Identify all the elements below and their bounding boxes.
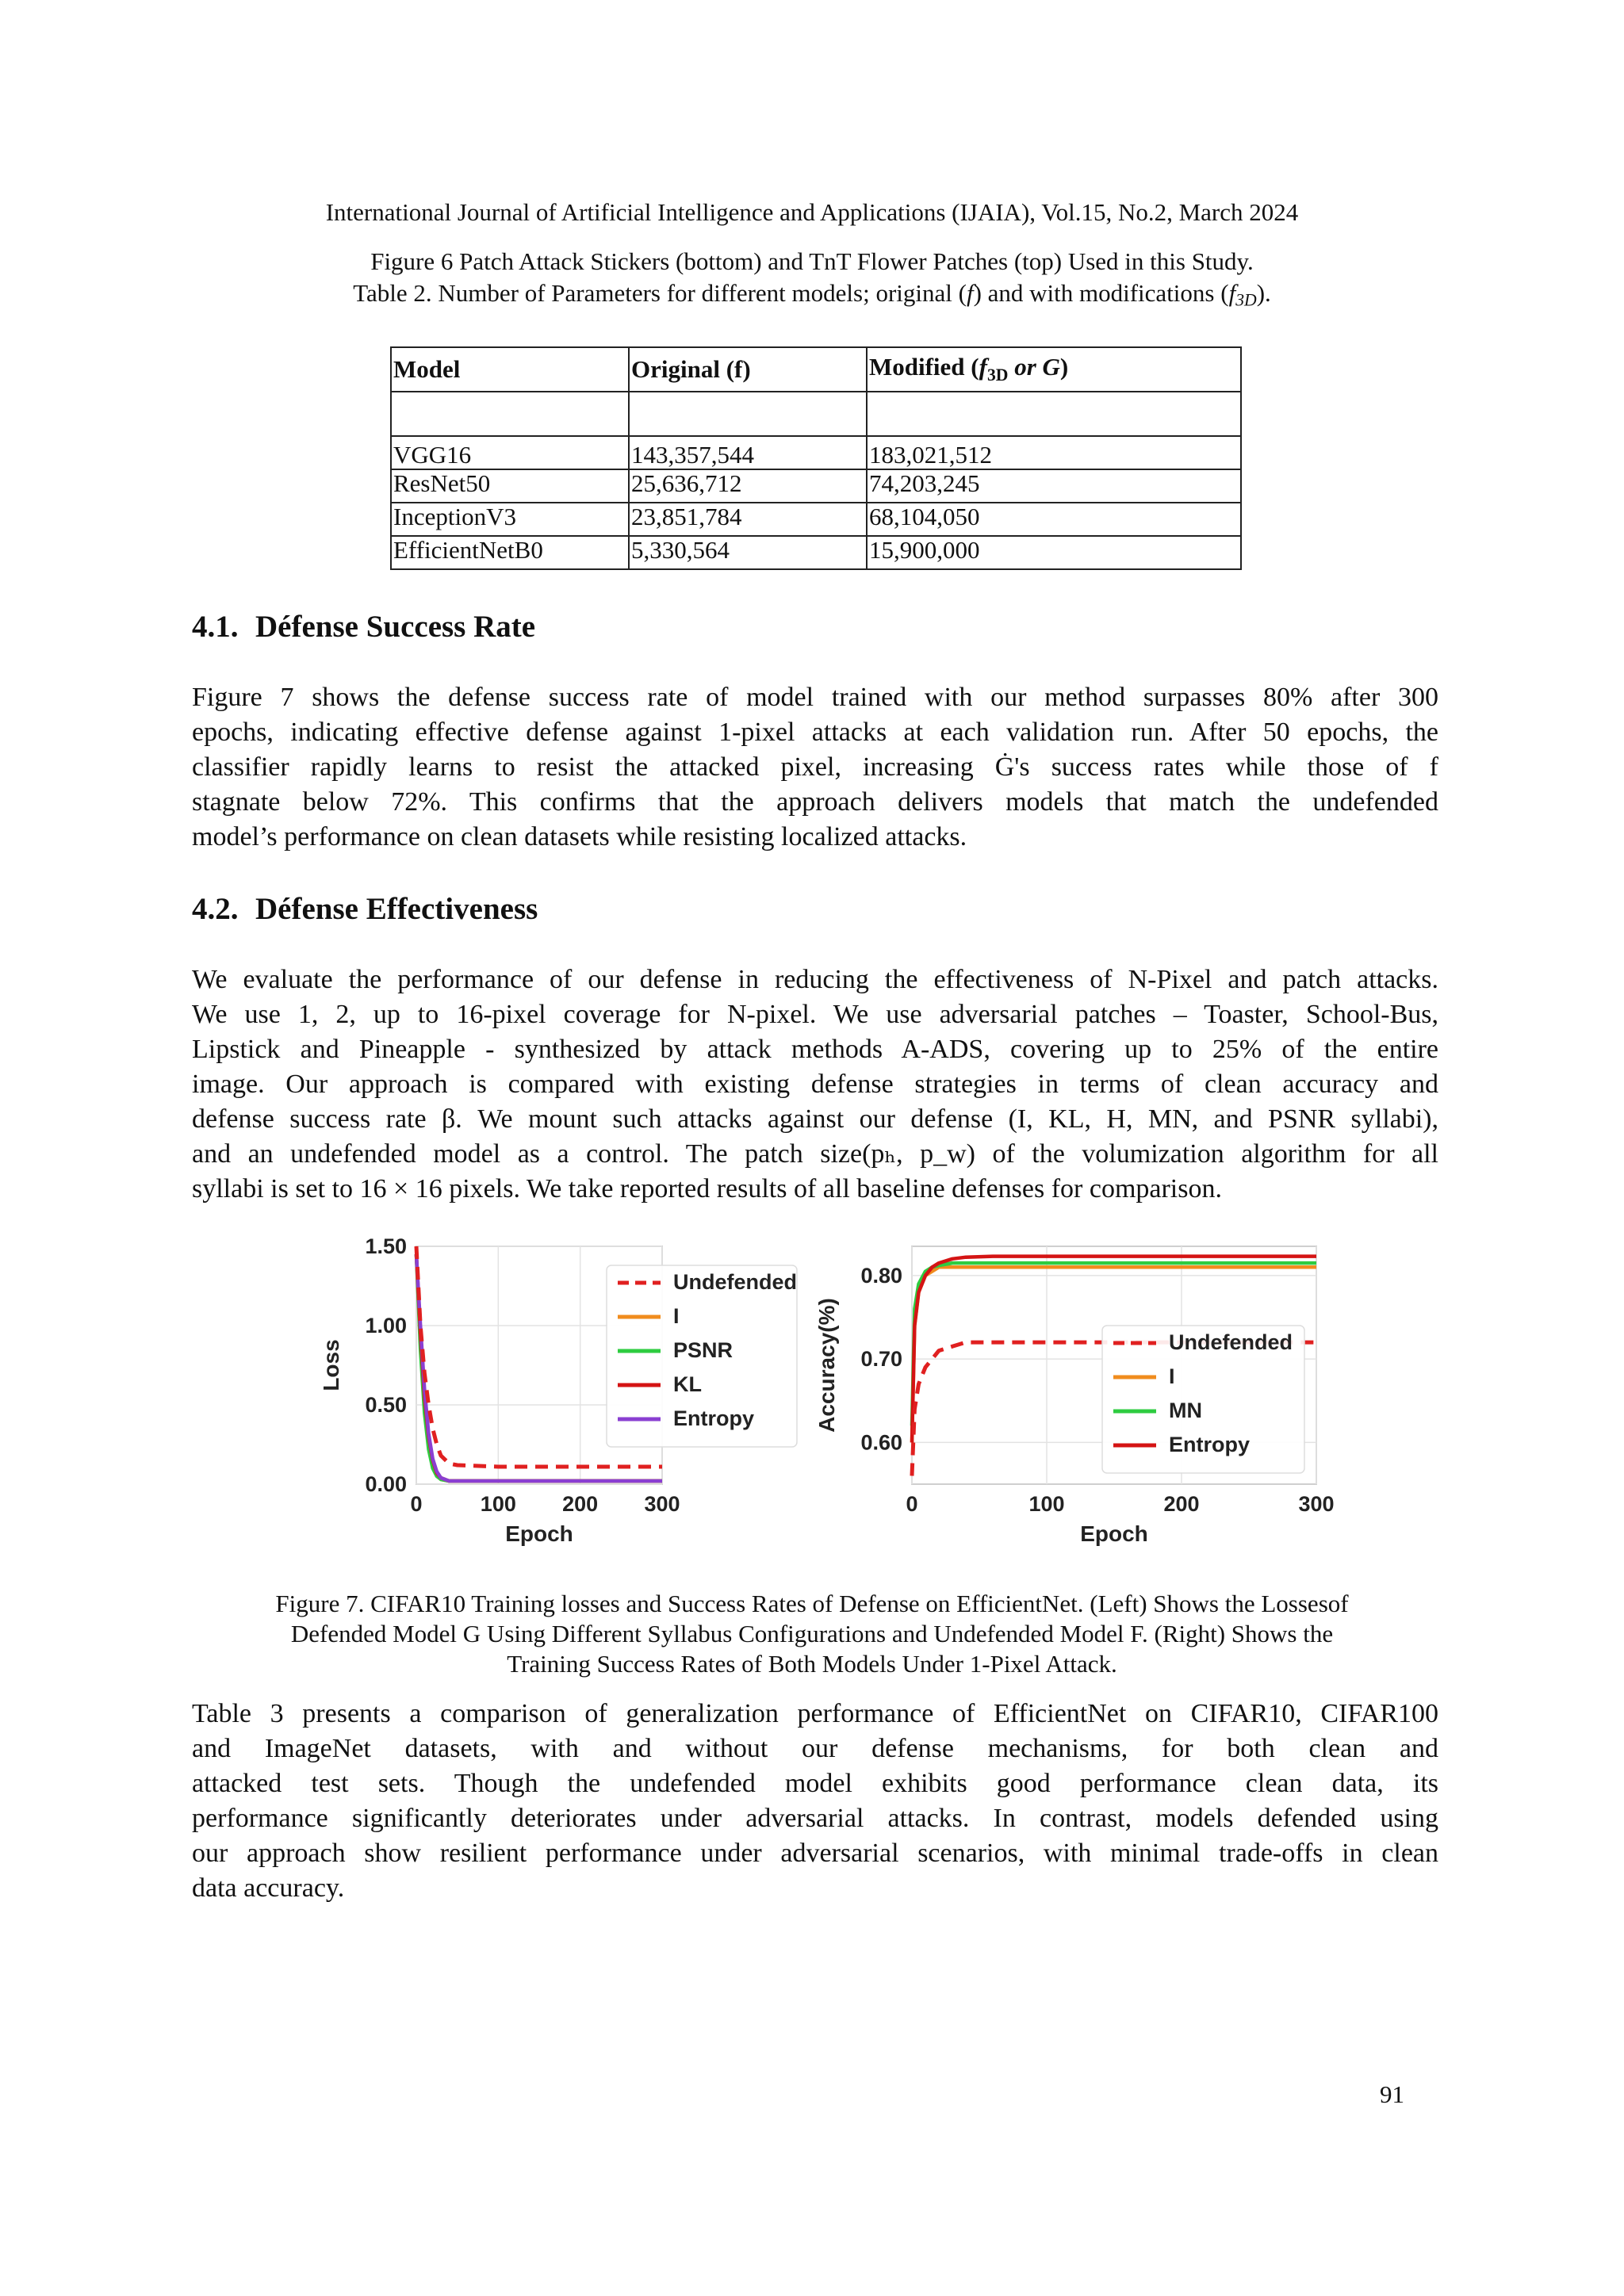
header-model: Model	[391, 347, 629, 392]
x-tick-label: 0	[410, 1492, 423, 1516]
x-axis-label: Epoch	[505, 1521, 573, 1546]
text-line: model’s performance on clean datasets while resisting localized attacks.	[192, 822, 967, 851]
text-line: and an undefended model as a control. The patch size(pₕ, p_w) of the volumization algorithm for all	[192, 1139, 1438, 1169]
legend-label: I	[673, 1304, 680, 1328]
paragraph-table3	[192, 1697, 1438, 1906]
figure-7	[0, 1234, 1624, 1570]
legend-label: KL	[673, 1372, 702, 1396]
cell-original: 23,851,784	[629, 503, 867, 536]
table-row	[391, 469, 1241, 503]
header-math-f: f	[979, 352, 987, 381]
y-axis-label: Accuracy(%)	[814, 1298, 839, 1433]
cell-model: ResNet50	[391, 469, 629, 503]
table-row	[391, 536, 1241, 569]
legend-label: PSNR	[673, 1338, 733, 1362]
paragraph-defense-effectiveness	[192, 962, 1438, 1207]
header-math-sub: 3D	[986, 365, 1009, 385]
math-f3d-sub: 3D	[1235, 290, 1257, 310]
caption-line: Figure 7. CIFAR10 Training losses and Success Rates of Defense on EfficientNet. (Left) Shows the Lossesof	[275, 1590, 1349, 1617]
section-title: Défense Success Rate	[255, 610, 536, 644]
x-tick-label: 0	[906, 1492, 918, 1516]
caption-line: Training Success Rates of Both Models Under 1-Pixel Attack.	[507, 1650, 1117, 1678]
table2-caption	[0, 279, 1624, 310]
text-line: We evaluate the performance of our defense in reducing the effectiveness of N-Pixel and patch attacks.	[192, 965, 1438, 994]
text-line: image. Our approach is compared with existing defense strategies in terms of clean accuracy and	[192, 1070, 1438, 1099]
parameters-table	[390, 346, 1242, 570]
text-line: classifier rapidly learns to resist the attacked pixel, increasing Ġ's success rates while those of f	[192, 752, 1438, 782]
math-f: f	[966, 279, 974, 307]
legend-label: Entropy	[673, 1406, 755, 1430]
x-tick-label: 100	[480, 1492, 516, 1516]
cell-model: InceptionV3	[391, 503, 629, 536]
y-tick-label: 0.00	[365, 1472, 407, 1496]
x-tick-label: 200	[1163, 1492, 1200, 1516]
table-row	[391, 503, 1241, 536]
section-heading-4-2	[192, 891, 538, 927]
cell-modified: 183,021,512	[867, 436, 1241, 469]
accuracy-chart	[813, 1237, 1335, 1570]
section-number: 4.2.	[192, 892, 239, 926]
y-tick-label: 1.00	[365, 1314, 407, 1337]
x-tick-label: 300	[1298, 1492, 1335, 1516]
section-number: 4.1.	[192, 610, 239, 644]
figure7-caption	[0, 1589, 1624, 1679]
x-tick-label: 200	[562, 1492, 599, 1516]
header-close: )	[1059, 352, 1069, 381]
cell-modified: 15,900,000	[867, 536, 1241, 569]
text-line: defense success rate β. We mount such attacks against our defense (I, KL, H, MN, and PSNR syllabi),	[192, 1104, 1438, 1134]
cell-modified: 68,104,050	[867, 503, 1241, 536]
table-row	[391, 436, 1241, 469]
text-line: attacked test sets. Though the undefended model exhibits good performance clean data, its	[192, 1769, 1438, 1798]
section-title: Défense Effectiveness	[255, 892, 538, 926]
paragraph-defense-success	[192, 680, 1438, 855]
table2-caption-text-b: ) and with modifications (	[973, 279, 1229, 307]
page-number: 91	[1380, 2080, 1404, 2108]
cell-original: 25,636,712	[629, 469, 867, 503]
text-line: Table 3 presents a comparison of generalization performance of EfficientNet on CIFAR10, CIFAR100	[192, 1699, 1438, 1728]
y-tick-label: 0.70	[860, 1347, 902, 1372]
header-modified-text: Modified (	[869, 352, 979, 381]
text-line: epochs, indicating effective defense against 1-pixel attacks at each validation run. After 50 epochs, the	[192, 718, 1438, 747]
text-line: Figure 7 shows the defense success rate of model trained with our method surpasses 80% after 300	[192, 683, 1438, 712]
cell-original: 5,330,564	[629, 536, 867, 569]
legend-label: Entropy	[1169, 1433, 1251, 1456]
legend-label: I	[1169, 1364, 1175, 1388]
running-header: International Journal of Artificial Intelligence and Applications (IJAIA), Vol.15, No.2, March 2024	[325, 198, 1299, 226]
table-blank-row	[391, 392, 1241, 436]
text-line: Lipstick and Pineapple - synthesized by attack methods A-ADS, covering up to 25% of the entire	[192, 1035, 1438, 1064]
x-axis-label: Epoch	[1080, 1521, 1148, 1546]
cell-model: VGG16	[391, 436, 629, 469]
legend-label: MN	[1169, 1399, 1202, 1422]
cell-model: EfficientNetB0	[391, 536, 629, 569]
legend-label: Undefended	[1169, 1330, 1293, 1354]
y-tick-label: 0.50	[365, 1393, 407, 1417]
y-tick-label: 0.80	[860, 1263, 902, 1288]
loss-chart	[317, 1234, 825, 1570]
caption-line: Defended Model G Using Different Syllabus Configurations and Undefended Model F. (Right) Shows the	[290, 1620, 1334, 1647]
text-line: We use 1, 2, up to 16-pixel coverage for N-pixel. We use adversarial patches – Toaster, School-Bus,	[192, 1000, 1438, 1029]
table2-caption-text-a: Table 2. Number of Parameters for different models; original (	[353, 279, 967, 307]
cell-modified: 74,203,245	[867, 469, 1241, 503]
math-f3d: f	[1228, 279, 1236, 307]
text-line: syllabi is set to 16 × 16 pixels. We take reported results of all baseline defenses for comparison.	[192, 1174, 1222, 1203]
table-header-row	[391, 347, 1241, 392]
legend-label: Undefended	[673, 1270, 798, 1294]
x-tick-label: 100	[1028, 1492, 1065, 1516]
text-line: data accuracy.	[192, 1873, 345, 1903]
y-axis-label: Loss	[319, 1339, 343, 1391]
text-line: our approach show resilient performance under adversarial scenarios, with minimal trade-offs in clean	[192, 1839, 1438, 1868]
header-math-rest: or G	[1008, 352, 1060, 381]
y-tick-label: 0.60	[860, 1430, 902, 1455]
text-line: and ImageNet datasets, with and without our defense mechanisms, for both clean and	[192, 1734, 1438, 1763]
text-line: stagnate below 72%. This confirms that the approach delivers models that match the undefended	[192, 787, 1438, 817]
table2-caption-text-c: ).	[1256, 279, 1271, 307]
figure6-caption: Figure 6 Patch Attack Stickers (bottom) and TnT Flower Patches (top) Used in this Study.	[370, 247, 1254, 275]
x-tick-label: 300	[644, 1492, 680, 1516]
header-original: Original (f)	[629, 347, 867, 392]
text-line: performance significantly deteriorates under adversarial attacks. In contrast, models defended using	[192, 1804, 1438, 1833]
cell-original: 143,357,544	[629, 436, 867, 469]
y-tick-label: 1.50	[365, 1234, 407, 1258]
section-heading-4-1	[192, 609, 535, 645]
header-modified	[867, 347, 1241, 392]
